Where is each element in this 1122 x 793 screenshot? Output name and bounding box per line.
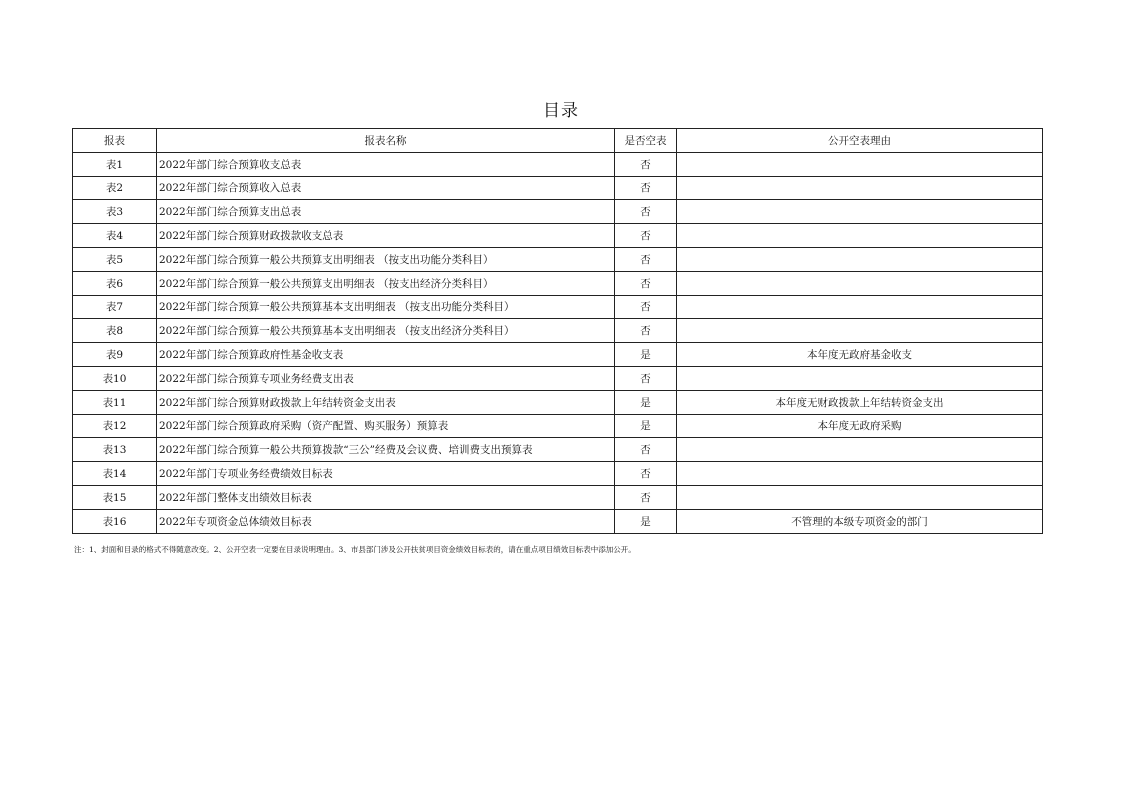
table-cell-is-empty: 是 — [615, 343, 677, 367]
table-cell-is-empty: 是 — [615, 390, 677, 414]
table-cell-reason: 本年度无财政拨款上年结转资金支出 — [677, 390, 1043, 414]
table-row — [73, 343, 1043, 367]
table-cell-code: 表13 — [73, 438, 157, 462]
table-cell-code: 表3 — [73, 200, 157, 224]
table-row — [73, 200, 1043, 224]
table-cell-reason — [677, 366, 1043, 390]
table-cell-is-empty: 是 — [615, 414, 677, 438]
table-cell-name: 2022年部门综合预算支出总表 — [157, 200, 615, 224]
table-cell-code: 表6 — [73, 271, 157, 295]
table-cell-code: 表4 — [73, 224, 157, 248]
table-cell-code: 表5 — [73, 247, 157, 271]
table-cell-name: 2022年专项资金总体绩效目标表 — [157, 509, 615, 533]
table-cell-name: 2022年部门综合预算政府性基金收支表 — [157, 343, 615, 367]
table-cell-is-empty: 否 — [615, 462, 677, 486]
table-cell-name: 2022年部门综合预算一般公共预算支出明细表 （按支出经济分类科目） — [157, 271, 615, 295]
table-cell-reason — [677, 319, 1043, 343]
table-cell-is-empty: 否 — [615, 485, 677, 509]
table-cell-code: 表14 — [73, 462, 157, 486]
table-cell-is-empty: 否 — [615, 224, 677, 248]
header-reason: 公开空表理由 — [677, 129, 1043, 153]
table-cell-code: 表9 — [73, 343, 157, 367]
table-row — [73, 366, 1043, 390]
table-cell-reason — [677, 176, 1043, 200]
table-cell-is-empty: 否 — [615, 319, 677, 343]
table-cell-reason — [677, 462, 1043, 486]
table-cell-name: 2022年部门综合预算一般公共预算支出明细表 （按支出功能分类科目） — [157, 247, 615, 271]
page-title: 目录 — [543, 101, 579, 121]
table-cell-code: 表11 — [73, 390, 157, 414]
header-name: 报表名称 — [157, 129, 615, 153]
table-cell-code: 表15 — [73, 485, 157, 509]
table-cell-name: 2022年部门综合预算专项业务经费支出表 — [157, 366, 615, 390]
table-row — [73, 462, 1043, 486]
table-row — [73, 224, 1043, 248]
table-cell-is-empty: 否 — [615, 295, 677, 319]
table-cell-code: 表10 — [73, 366, 157, 390]
table-row — [73, 319, 1043, 343]
table-header-row — [73, 129, 1043, 153]
table-cell-code: 表1 — [73, 152, 157, 176]
table-cell-is-empty: 否 — [615, 271, 677, 295]
table-row — [73, 438, 1043, 462]
table-cell-name: 2022年部门综合预算收入总表 — [157, 176, 615, 200]
table-cell-reason: 不管理的本级专项资金的部门 — [677, 509, 1043, 533]
table-row — [73, 509, 1043, 533]
header-code: 报表 — [73, 129, 157, 153]
table-row — [73, 152, 1043, 176]
table-cell-name: 2022年部门综合预算一般公共预算拨款“三公”经费及会议费、培训费支出预算表 — [157, 438, 615, 462]
table-cell-name: 2022年部门专项业务经费绩效目标表 — [157, 462, 615, 486]
table-cell-reason — [677, 271, 1043, 295]
table-cell-reason — [677, 200, 1043, 224]
table-cell-name: 2022年部门综合预算收支总表 — [157, 152, 615, 176]
table-cell-code: 表16 — [73, 509, 157, 533]
table-cell-is-empty: 否 — [615, 366, 677, 390]
table-cell-code: 表2 — [73, 176, 157, 200]
table-cell-name: 2022年部门综合预算一般公共预算基本支出明细表 （按支出经济分类科目） — [157, 319, 615, 343]
table-cell-name: 2022年部门整体支出绩效目标表 — [157, 485, 615, 509]
table-row — [73, 271, 1043, 295]
table-row — [73, 247, 1043, 271]
header-is-empty: 是否空表 — [615, 129, 677, 153]
table-cell-code: 表7 — [73, 295, 157, 319]
table-cell-is-empty: 否 — [615, 152, 677, 176]
table-cell-name: 2022年部门综合预算财政拨款上年结转资金支出表 — [157, 390, 615, 414]
table-cell-reason — [677, 438, 1043, 462]
table-cell-reason — [677, 224, 1043, 248]
table-cell-is-empty: 否 — [615, 200, 677, 224]
table-cell-name: 2022年部门综合预算一般公共预算基本支出明细表 （按支出功能分类科目） — [157, 295, 615, 319]
table-row — [73, 176, 1043, 200]
table-row — [73, 390, 1043, 414]
table-row — [73, 485, 1043, 509]
directory-table — [72, 128, 1043, 534]
table-cell-name: 2022年部门综合预算财政拨款收支总表 — [157, 224, 615, 248]
table-cell-is-empty: 否 — [615, 247, 677, 271]
table-cell-reason — [677, 485, 1043, 509]
footnote: 注：1、封面和目录的格式不得随意改变。2、公开空表一定要在目录说明理由。3、市县部门涉及公开扶贫项目资金绩效目标表的，请在重点项目绩效目标表中添加公开。 — [74, 545, 636, 554]
table-cell-is-empty: 否 — [615, 438, 677, 462]
table-cell-is-empty: 否 — [615, 176, 677, 200]
table-row — [73, 414, 1043, 438]
table-cell-is-empty: 是 — [615, 509, 677, 533]
table-cell-code: 表8 — [73, 319, 157, 343]
table-cell-reason — [677, 247, 1043, 271]
table-cell-reason — [677, 152, 1043, 176]
table-cell-reason: 本年度无政府基金收支 — [677, 343, 1043, 367]
table-cell-reason: 本年度无政府采购 — [677, 414, 1043, 438]
table-cell-reason — [677, 295, 1043, 319]
table-cell-name: 2022年部门综合预算政府采购（资产配置、购买服务）预算表 — [157, 414, 615, 438]
table-row — [73, 295, 1043, 319]
table-cell-code: 表12 — [73, 414, 157, 438]
